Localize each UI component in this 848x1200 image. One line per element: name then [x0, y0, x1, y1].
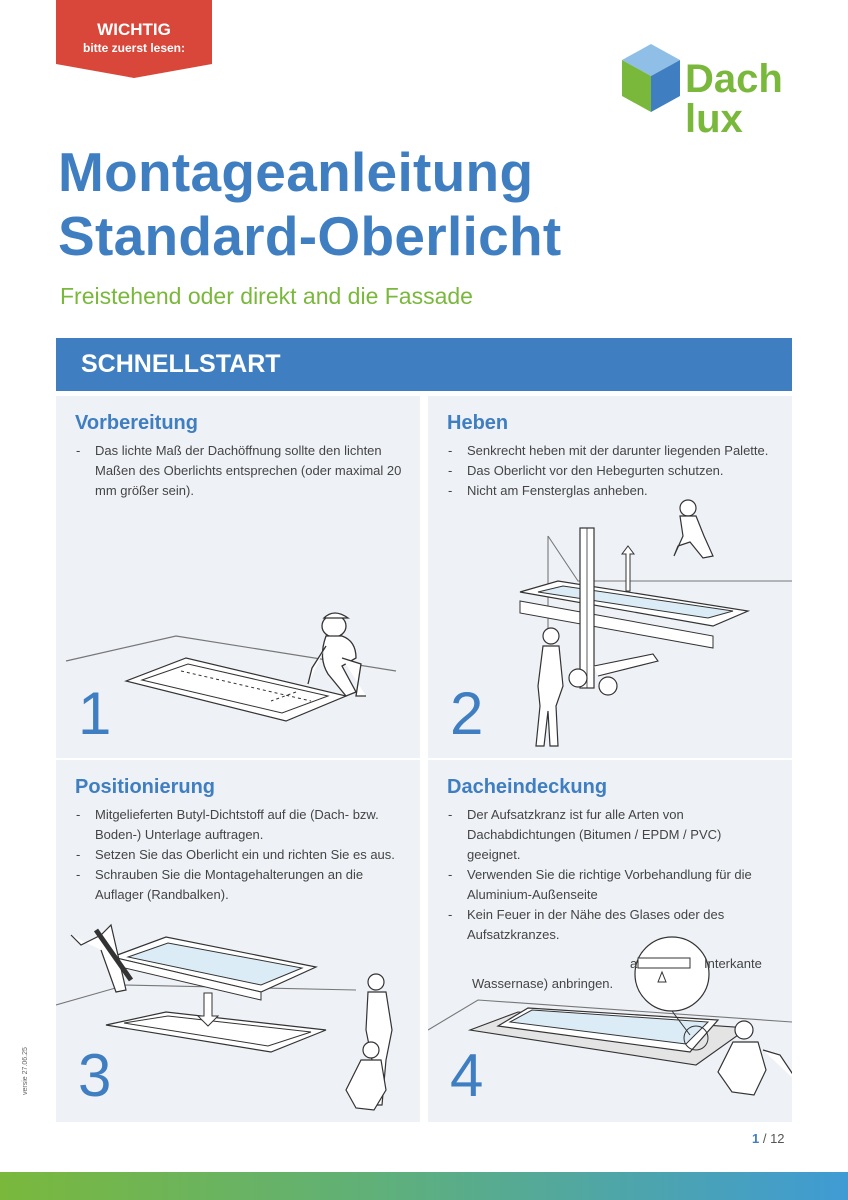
- overlay-text-a: a: [630, 956, 638, 971]
- important-badge: [56, 0, 212, 78]
- title-line-2: Standard-Oberlicht: [58, 205, 562, 267]
- step-title-1: Vorbereitung: [75, 412, 198, 434]
- footer-gradient-bar: [0, 1172, 848, 1200]
- step-number-4: 4: [450, 1042, 484, 1109]
- cube-logo-icon: [620, 42, 682, 122]
- step-title-3: Positionierung: [75, 776, 215, 798]
- list-item: - Kein Feuer in der Nähe des Glases oder des Aufsatzkranzes.: [446, 905, 776, 945]
- step-panel-2: [428, 396, 792, 758]
- step-bullets-2: [446, 441, 776, 501]
- section-bar-label: SCHNELLSTART: [81, 350, 281, 378]
- list-item: - Der Aufsatzkranz ist fur alle Arten von Dachabdichtungen (Bitumen / EPDM / PVC) geeignet.: [446, 805, 776, 865]
- page-subtitle: Freistehend oder direkt and die Fassade: [60, 283, 473, 309]
- step-title-4: Dacheindeckung: [447, 776, 608, 798]
- section-bar: [56, 338, 792, 391]
- version-label: versie 27.06.25: [22, 1047, 29, 1095]
- step-number-1: 1: [78, 680, 112, 747]
- page-title: [58, 140, 562, 268]
- list-item: - Das lichte Maß der Dachöffnung sollte den lichten Maßen des Oberlichts entsprechen (oder maximal 20 mm größer sein).: [74, 441, 404, 501]
- step-title-2: Heben: [447, 412, 509, 434]
- badge-subtitle: bitte zuerst lesen:: [82, 41, 186, 55]
- list-item: - Nicht am Fensterglas anheben.: [446, 481, 776, 501]
- step-bullets-1: [74, 441, 404, 501]
- logo-word-lux: lux: [685, 97, 743, 141]
- page-total: 12: [770, 1131, 785, 1146]
- step-bullets-4: [446, 805, 776, 945]
- page-current: 1: [752, 1131, 760, 1146]
- page-separator: /: [759, 1131, 771, 1146]
- step-number-2: 2: [450, 680, 484, 747]
- step-number-3: 3: [78, 1042, 112, 1109]
- list-item: - Mitgelieferten Butyl-Dichtstoff auf die (Dach- bzw. Boden-) Unterlage auftragen.: [74, 805, 404, 845]
- list-item: - Das Oberlicht vor den Hebegurten schutzen.: [446, 461, 776, 481]
- list-item: - Verwenden Sie die richtige Vorbehandlung für die Aluminium-Außenseite: [446, 865, 776, 905]
- overlay-text-wassernase: Wassernase) anbringen.: [472, 976, 614, 991]
- step-panel-1: [56, 396, 420, 758]
- logo-word-dach: Dach: [685, 57, 783, 101]
- page-number: [752, 1131, 785, 1146]
- step-bullets-3: [74, 805, 404, 905]
- list-item: - Setzen Sie das Oberlicht ein und richten Sie es aus.: [74, 845, 404, 865]
- badge-title: WICHTIG: [97, 20, 171, 39]
- step-panel-4: [428, 760, 792, 1122]
- dachlux-logo: [620, 42, 810, 141]
- list-item: - Senkrecht heben mit der darunter liegenden Palette.: [446, 441, 776, 461]
- title-line-1: Montageanleitung: [58, 141, 534, 203]
- step-panel-3: [56, 760, 420, 1122]
- overlay-text-interkante: Interkante: [704, 956, 762, 971]
- list-item: - Schrauben Sie die Montagehalterungen an die Auflager (Randbalken).: [74, 865, 404, 905]
